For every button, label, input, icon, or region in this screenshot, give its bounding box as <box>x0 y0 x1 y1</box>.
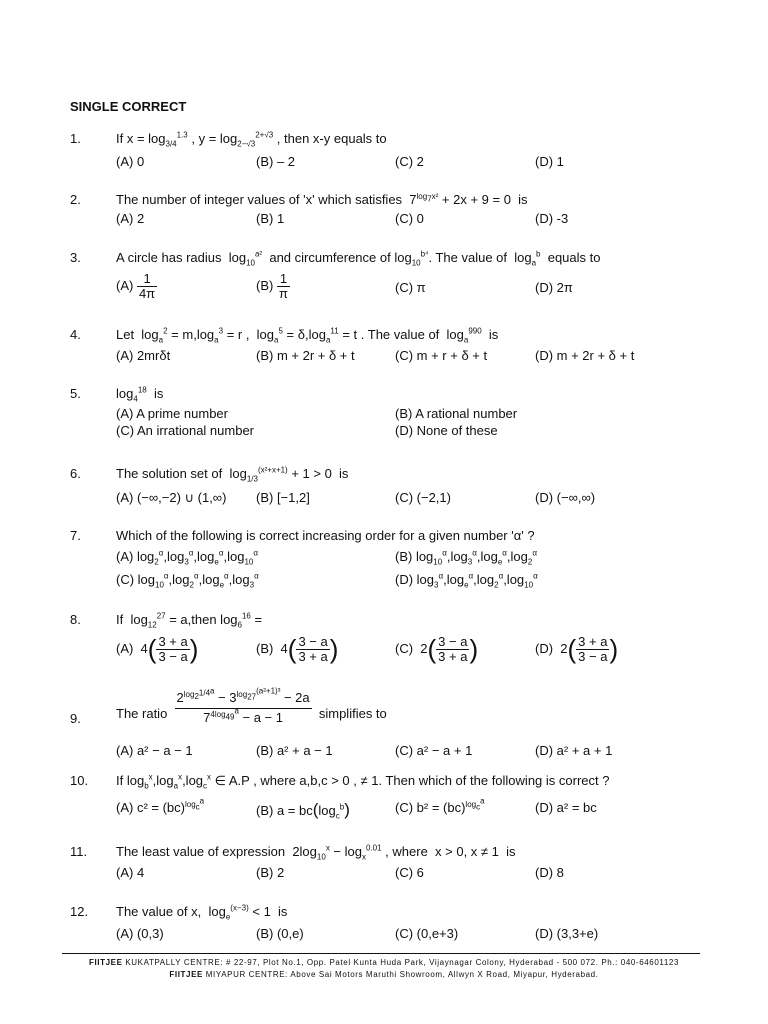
option-b[interactable]: (B) 1 <box>256 211 285 226</box>
footer-divider <box>62 953 700 954</box>
question-number: 11. <box>70 844 88 859</box>
question-text: If $\log_{12}^{27}$ = a,then $\log_6^{16}$ = <box>116 611 263 630</box>
question-number: 1. <box>70 131 81 146</box>
option-d[interactable]: (D) m + 2r + δ + t <box>535 348 635 363</box>
option-b[interactable]: (B) $\log_{10}^\alpha,\log_3^\alpha,\log_e^\alpha,\log_2^\alpha$ <box>395 548 537 567</box>
option-b[interactable]: (B) 2 <box>256 865 285 880</box>
footer-address: MIYAPUR CENTRE: Above Sai Motors Maruthi Showroom, Allwyn X Road, Miyapur, Hyderabad. <box>205 970 599 979</box>
question-number: 7. <box>70 528 81 543</box>
question-text: Which of the following is correct increasing order for a given number 'α' ? <box>116 528 535 543</box>
question-number: 4. <box>70 327 81 342</box>
option-a[interactable]: (A) (−∞,−2) ∪ (1,∞) <box>116 490 227 505</box>
footer-line-1 <box>0 958 768 967</box>
option-b[interactable]: (B) A rational number <box>395 406 518 421</box>
option-d[interactable]: (D) 2π <box>535 280 573 295</box>
option-c[interactable]: (C) 2( $\frac{3 - a}{3 + a}$ ) <box>395 634 479 664</box>
question-number: 6. <box>70 466 81 481</box>
option-d[interactable]: (D) 8 <box>535 865 564 880</box>
option-b[interactable]: (B) $a = bc(\log_c^b)$ <box>256 800 350 821</box>
question-text: A circle has radius $\log_{10}^{a^2}$ and circumference of $\log_{10}^{b^4}$. The value of $\log_a^b$ equals to <box>116 249 601 268</box>
question-text: The solution set of $\log_{1/3}^{(x^2+x+1)} + 1 > 0$ is <box>116 465 349 484</box>
option-d[interactable]: (D) 2( $\frac{3 + a}{3 - a}$ ) <box>535 634 619 664</box>
option-a[interactable]: (A) A prime number <box>116 406 228 421</box>
option-c[interactable]: (C) a² − a + 1 <box>395 743 473 758</box>
question-text: The number of integer values of 'x' which satisfies $7^{log_7x^2} + 2x + 9 = 0$ is <box>116 191 528 207</box>
option-c[interactable]: (C) 6 <box>395 865 424 880</box>
option-c[interactable]: (C) (0,e+3) <box>395 926 459 941</box>
option-b[interactable]: (B) – 2 <box>256 154 296 169</box>
option-d[interactable]: (D) $\log_3^\alpha,\log_e^\alpha,\log_2^\alpha,\log_{10}^\alpha$ <box>395 571 538 590</box>
question-text: Let $\log_a^2 = m,\log_a^3 = r$ , $\log_a^5 = \delta,\log_a^{11} = t$ . The value of $\log_a^{990}$ is <box>116 326 499 345</box>
question-number: 3. <box>70 250 81 265</box>
option-a[interactable]: (A) a² − a − 1 <box>116 743 193 758</box>
footer-address: KUKATPALLY CENTRE: # 22-97, Plot No.1, Opp. Patel Kunta Huda Park, Vijaynagar Colony, Hyderabad - 500 072. Ph.: 040-64601123 <box>125 958 680 967</box>
option-b[interactable]: (B) a² + a − 1 <box>256 743 333 758</box>
question-number: 10. <box>70 773 89 788</box>
option-a[interactable]: (A) 0 <box>116 154 145 169</box>
option-c[interactable]: (C) 0 <box>395 211 424 226</box>
option-d[interactable]: (D) (3,3+e) <box>535 926 599 941</box>
option-d[interactable]: (D) None of these <box>395 423 498 438</box>
option-a[interactable]: (A) c² = (bc)$^{log_c^a}$ <box>116 796 205 815</box>
option-a[interactable]: (A) 2 <box>116 211 145 226</box>
option-d[interactable]: (D) 1 <box>535 154 564 169</box>
footer-line-2 <box>0 970 768 979</box>
option-c[interactable]: (C) m + r + δ + t <box>395 348 488 363</box>
section-title: SINGLE CORRECT <box>70 99 187 114</box>
option-d[interactable]: (D) a² = bc <box>535 800 597 815</box>
question-text: The ratio $\frac{2^{log_{2^{1/4}}^a} - 3^{log_{27}^{(a^2+1)^3}} - 2a}{7^{4log_{49}^a} - a - 1}$ simplifies to <box>116 686 387 725</box>
option-c[interactable]: (C) $\log_{10}^\alpha,\log_2^\alpha,\log_e^\alpha,\log_3^\alpha$ <box>116 571 259 590</box>
question-number: 5. <box>70 386 81 401</box>
option-a[interactable]: (A) 2mrδt <box>116 348 171 363</box>
question-text: If $\log_b^x,\log_a^x,\log_c^x$ ∈ A.P , where a,b,c > 0 , ≠ 1. Then which of the following is correct ? <box>116 772 610 791</box>
question-number: 8. <box>70 612 81 627</box>
option-c[interactable]: (C) b² = (bc)$^{log_c^a}$ <box>395 796 485 815</box>
option-d[interactable]: (D) (−∞,∞) <box>535 490 596 505</box>
question-text: If $x = \log_{3/4}^{1.3}$ , $y = \log_{2-√3}^{2+√3}$ , then x-y equals to <box>116 130 387 149</box>
option-a[interactable]: (A) 4( $\frac{3 + a}{3 - a}$ ) <box>116 634 199 664</box>
question-number: 12. <box>70 904 89 919</box>
option-c[interactable]: (C) (−2,1) <box>395 490 451 505</box>
option-c[interactable]: (C) An irrational number <box>116 423 254 438</box>
footer-brand: FIITJEE <box>169 970 203 979</box>
question-text: The least value of expression $2\log_{10}^x - \log_x^{0.01}$ , where x > 0, x ≠ 1 is <box>116 843 516 862</box>
option-b[interactable]: (B) $\frac{1}{\pi}$ <box>256 271 288 301</box>
option-d[interactable]: (D) a² + a + 1 <box>535 743 613 758</box>
option-b[interactable]: (B) [−1,2] <box>256 490 310 505</box>
question-text: The value of x, $\log_e^{(x-3)} < 1$ is <box>116 903 288 922</box>
option-b[interactable]: (B) 4( $\frac{3 - a}{3 + a}$ ) <box>256 634 339 664</box>
option-a[interactable]: (A) (0,3) <box>116 926 164 941</box>
footer-brand: FIITJEE <box>88 958 123 967</box>
option-d[interactable]: (D) -3 <box>535 211 569 226</box>
option-c[interactable]: (C) π <box>395 280 426 295</box>
option-b[interactable]: (B) m + 2r + δ + t <box>256 348 355 363</box>
option-a[interactable]: (A) $\log_2^\alpha,\log_3^\alpha,\log_e^\alpha,\log_{10}^\alpha$ <box>116 548 258 567</box>
question-number: 9. <box>70 711 81 726</box>
option-c[interactable]: (C) 2 <box>395 154 424 169</box>
question-number: 2. <box>70 192 81 207</box>
option-a[interactable]: (A) $\frac{1}{4\pi}$ <box>116 271 156 301</box>
question-text: $\log_4^{18}$ is <box>116 385 164 404</box>
option-a[interactable]: (A) 4 <box>116 865 145 880</box>
option-b[interactable]: (B) (0,e) <box>256 926 304 941</box>
